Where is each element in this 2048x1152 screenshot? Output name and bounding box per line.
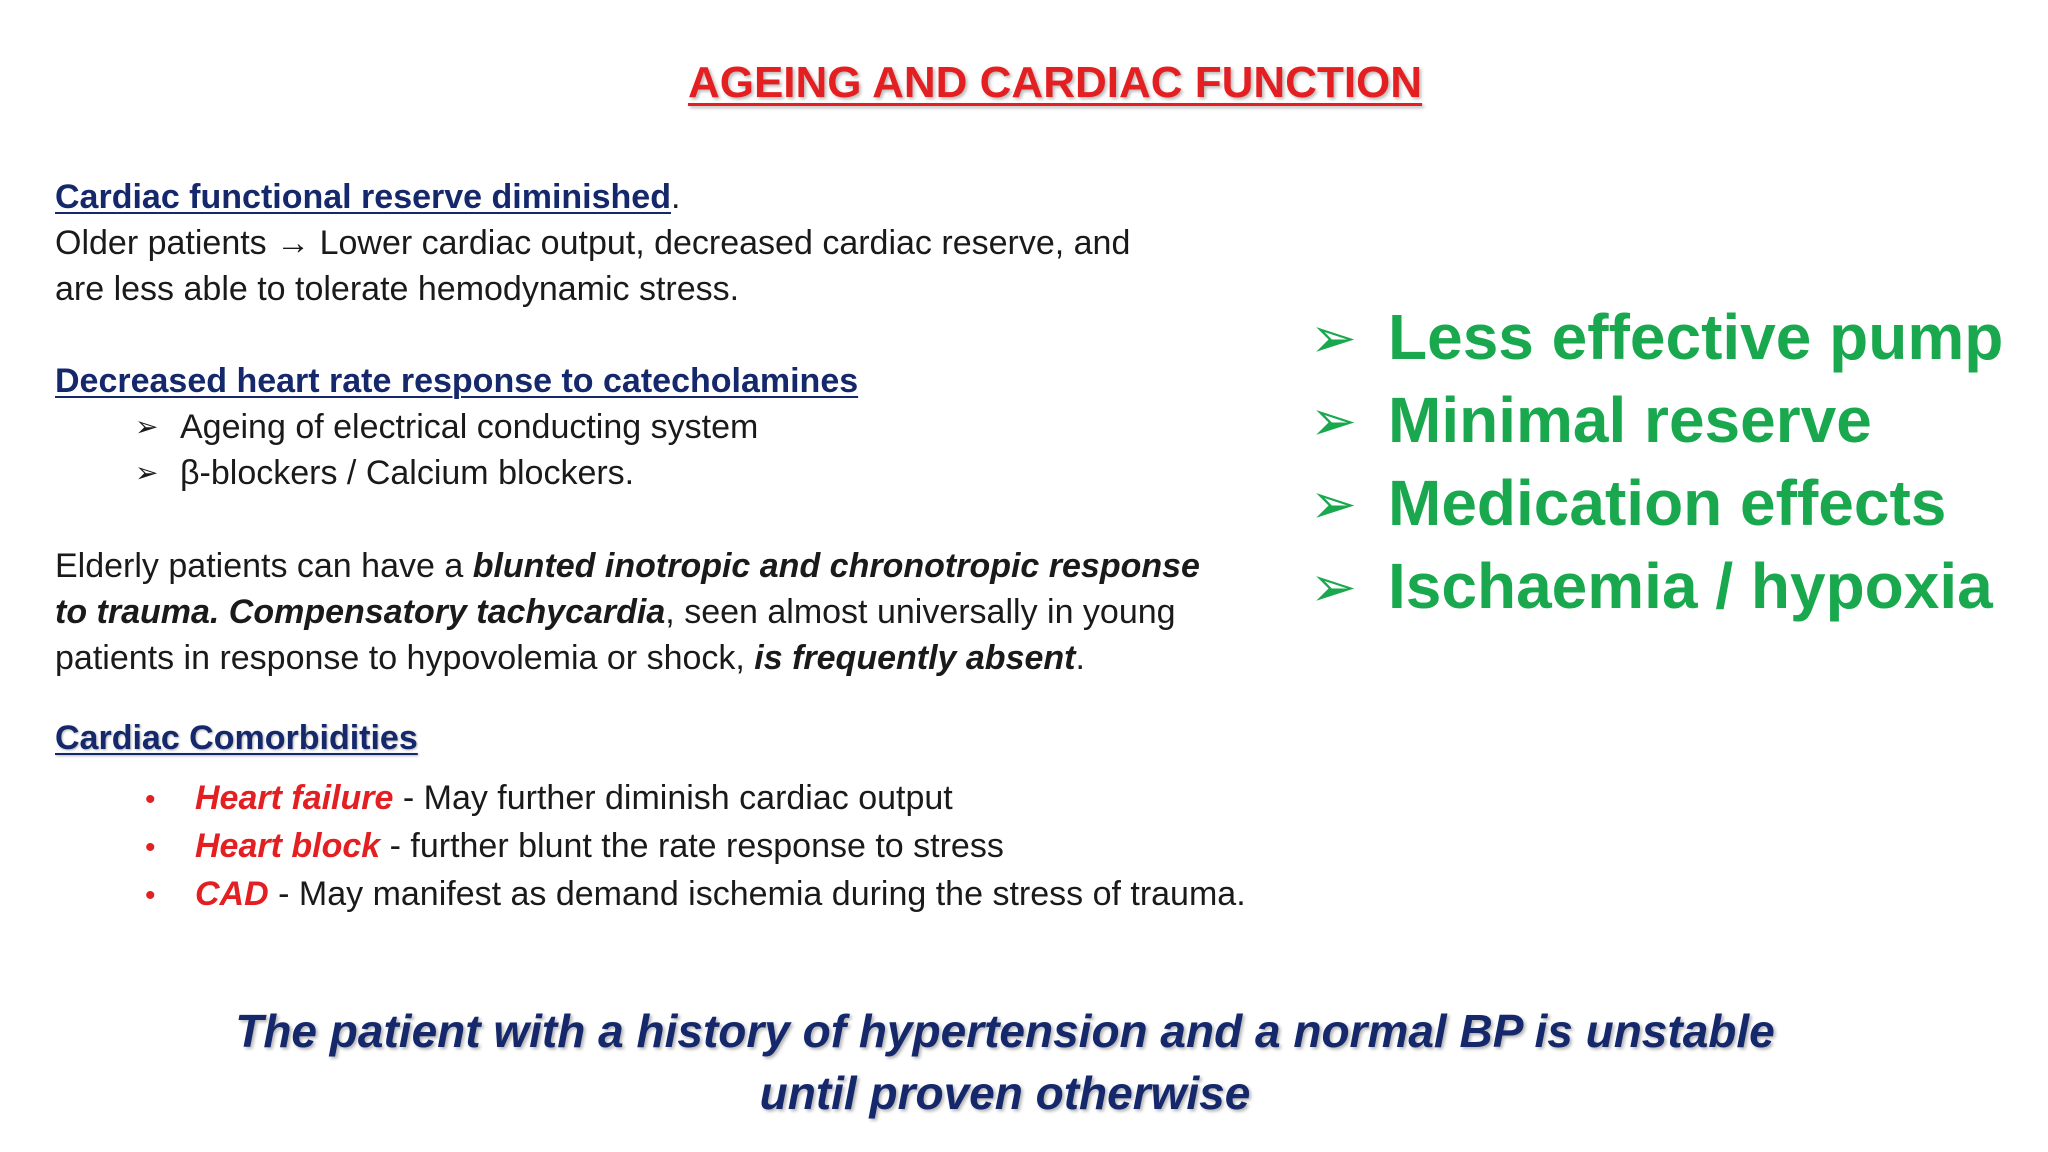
arrowhead-bullet-icon: ➢ [1310,306,1357,369]
section-heading-functional-reserve: Cardiac functional reserve diminished [55,178,671,216]
blunted-line-2: to trauma. Compensatory tachycardia, seen almost universally in young [55,593,1176,631]
bullet-icon: • [145,783,156,816]
bullet-icon: • [145,831,156,864]
summary-list-panel [1310,296,2010,628]
bottom-callout [0,1000,2010,1124]
section-heart-rate-response [55,358,1315,496]
list-item: ➢ β-blockers / Calcium blockers. [135,450,1315,496]
section-blunted-response [55,543,1315,681]
arrowhead-bullet-icon: ➢ [1310,472,1357,535]
summary-item: ➢ Minimal reserve [1310,379,2010,462]
arrowhead-bullet-icon: ➢ [135,457,159,488]
reserve-text-line-2: are less able to tolerate hemodynamic stress. [55,270,740,308]
list-item: ➢ Ageing of electrical conducting system [135,404,1315,450]
summary-list [1310,296,2010,628]
section-comorbidities [55,715,1315,919]
callout-line-2: until proven otherwise [759,1067,1251,1119]
heading-period: . [670,178,681,216]
list-item: • CAD - May manifest as demand ischemia during the stress of trauma. [145,871,1315,919]
arrowhead-bullet-icon: ➢ [1310,389,1357,452]
left-column [55,174,1315,919]
section-heading-heart-rate: Decreased heart rate response to catecholamines [55,362,859,400]
blunted-line-1: Elderly patients can have a blunted inotropic and chronotropic response [55,547,1200,585]
section-heading-comorbidities: Cardiac Comorbidities [55,719,418,757]
right-arrow-icon: → [276,224,311,262]
heart-rate-list [55,404,1315,496]
list-item: • Heart failure - May further diminish cardiac output [145,775,1315,823]
section-functional-reserve [55,174,1315,312]
slide-title: AGEING AND CARDIAC FUNCTION [687,58,1423,107]
summary-item: ➢ Medication effects [1310,462,2010,545]
summary-item: ➢ Ischaemia / hypoxia [1310,545,2010,628]
comorbidities-list [55,775,1315,919]
reserve-text-line-1: Older patients → Lower cardiac output, decreased cardiac reserve, and [55,224,1131,262]
arrowhead-bullet-icon: ➢ [1310,555,1357,618]
arrowhead-bullet-icon: ➢ [135,411,159,442]
list-item: • Heart block - further blunt the rate response to stress [145,823,1315,871]
summary-item: ➢ Less effective pump [1310,296,2010,379]
callout-line-1: The patient with a history of hypertension and a normal BP is unstable [235,1005,1775,1057]
bullet-icon: • [145,879,156,912]
blunted-line-3: patients in response to hypovolemia or shock, is frequently absent. [55,639,1085,677]
